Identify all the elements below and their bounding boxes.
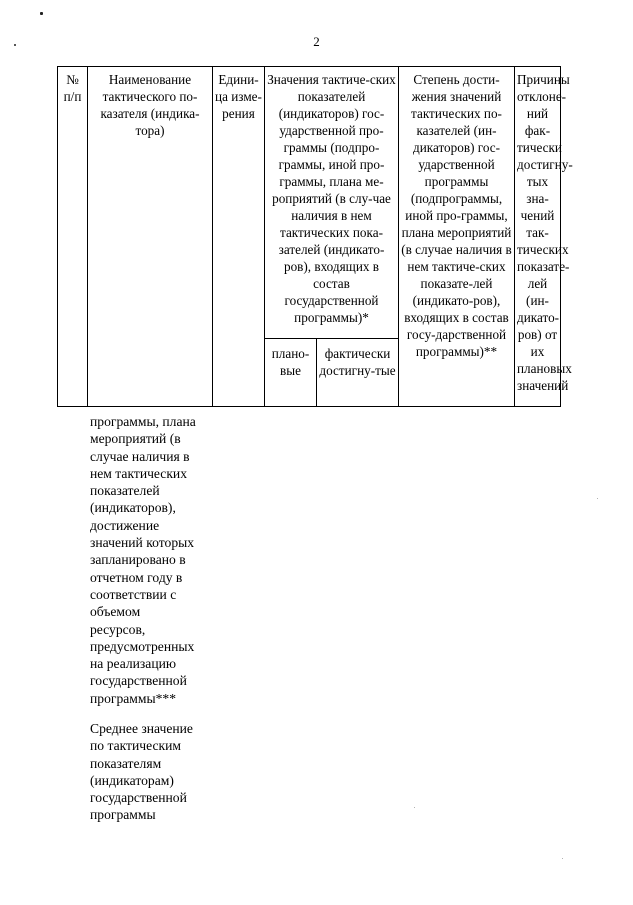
- header-degree: Степень дости-жения значений тактических по-казателей (ин-дикаторов) гос-ударственной программы (подпрограммы, иной про-граммы, плана мероприятий (в случае наличия в нем тактиче-ских показате-лей (индикато-ров), входящих в состав госу-дарственной программы)**: [399, 67, 515, 407]
- text-line: (индикаторов),: [90, 500, 176, 516]
- text-line: нем тактических: [90, 465, 188, 481]
- text-line: значений которых: [90, 535, 195, 551]
- header-unit: Едини-ца изме-рения: [213, 67, 265, 407]
- text-line: Среднее значение: [90, 721, 193, 736]
- text-line: случае наличия в: [90, 448, 190, 464]
- header-reasons: Причины отклоне-ний фак-тически достигну-тых зна-чений так-тических показате-лей (ин-дикато-ров) от их плановых значений: [515, 67, 561, 407]
- scan-speck: [414, 807, 415, 808]
- text-line: программы***: [90, 690, 177, 706]
- text-line: государственной: [90, 673, 187, 689]
- text-line: показателям: [90, 755, 162, 771]
- text-line: по тактическим: [90, 738, 181, 754]
- header-values: Значения тактиче-ских показателей (индикаторов) гос-ударственной про-граммы (подпро-граммы, иной про-граммы, плана ме-роприятий (в слу-чае наличия в нем тактических пока-зателей (индикато-ров), входящих в состав государственной программы)*: [265, 67, 399, 339]
- header-values-actual: фактически достигну-тые: [317, 339, 399, 407]
- text-line: отчетном году в: [90, 569, 183, 585]
- header-name: Наименование тактического по-казателя (индика-тора): [88, 67, 213, 407]
- header-num: № п/п: [58, 67, 88, 407]
- scan-speck: [40, 12, 43, 15]
- scan-speck: [597, 498, 598, 499]
- indicator-table-header: [57, 66, 573, 407]
- text-line: (индикаторам): [90, 772, 174, 788]
- text-line: объемом: [90, 604, 141, 620]
- text-line: государственной: [90, 790, 187, 806]
- text-line: запланировано в: [90, 552, 186, 568]
- scan-speck: [562, 858, 563, 859]
- text-line: программы, плана: [90, 414, 196, 429]
- text-line: на реализацию: [90, 656, 177, 672]
- text-line: показателей: [90, 483, 160, 499]
- page-number: 2: [313, 34, 320, 49]
- text-line: мероприятий (в: [90, 431, 181, 447]
- header-values-planned: плано-вые: [265, 339, 317, 407]
- continuation-block-2: [90, 720, 210, 824]
- continuation-block-1: [90, 413, 210, 707]
- text-line: программы: [90, 807, 156, 823]
- text-line: предусмотренных: [90, 638, 195, 654]
- text-line: ресурсов,: [90, 621, 146, 637]
- text-line: достижение: [90, 517, 160, 533]
- text-line: соответствии с: [90, 586, 177, 602]
